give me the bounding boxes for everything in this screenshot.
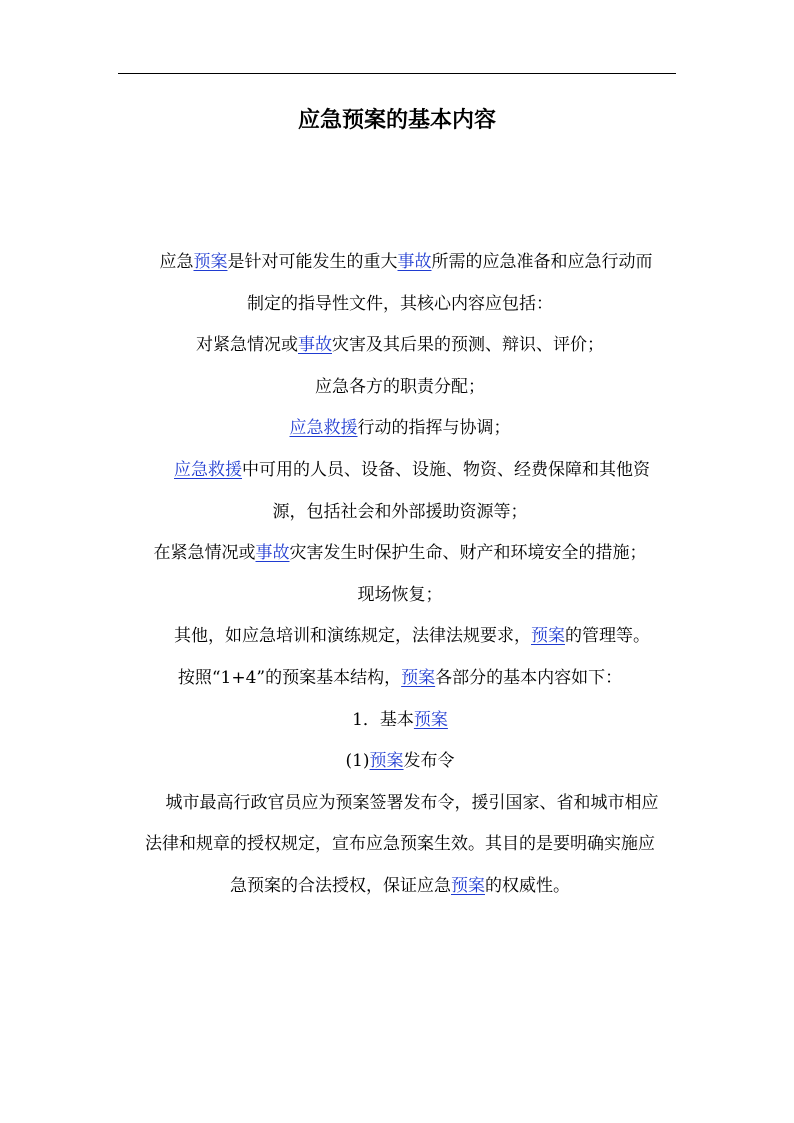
link-yuan-an[interactable]: 预案 [531,626,565,647]
document-body [140,242,660,908]
text-segment: 应急各方的职责分配； [315,376,485,397]
paragraph-item-other [140,616,660,658]
text-segment: 在紧急情况或 [153,543,256,564]
text-segment: 对紧急情况或 [196,335,298,356]
link-yuan-an[interactable]: 预案 [451,875,485,896]
header-rule [118,73,676,74]
link-yuan-an[interactable]: 预案 [401,667,436,688]
subsection-heading-release-order [140,741,660,783]
text-segment: 中可用的人员、设备、设施、物资、经费保障和其他资源，包括社会和外部援助资源等； [242,459,650,522]
page-title: 应急预案的基本内容 [297,107,496,133]
paragraph-item-resources [140,450,660,533]
link-yuan-an[interactable]: 预案 [413,709,448,730]
paragraph-item-command [140,408,660,450]
text-segment: 所需的应急准备和应急行动而制定的指导性文件，其核心内容应包括： [247,252,653,314]
section-heading-basic-plan [140,700,660,742]
link-ying-ji-jiu-yuan[interactable]: 应急救援 [174,459,242,480]
text-segment: 1．基本 [352,709,414,730]
link-shi-gu[interactable]: 事故 [255,543,290,564]
text-segment: 各部分的基本内容如下： [435,667,623,688]
text-segment: 现场恢复； [357,584,443,605]
text-segment: 其他，如应急培训和演练规定，法律法规要求， [174,626,531,647]
paragraph-structure-intro [140,658,660,700]
text-segment: 应急 [159,252,194,272]
text-segment: 灾害及其后果的预测、辩识、评价； [332,335,604,356]
link-yuan-an[interactable]: 预案 [193,252,228,272]
text-segment: 发布令 [403,751,455,772]
paragraph-item-prediction [140,325,660,367]
link-ying-ji-jiu-yuan[interactable]: 应急救援 [289,418,358,439]
link-yuan-an[interactable]: 预案 [369,751,404,772]
text-segment: 行动的指挥与协调； [357,418,511,439]
text-segment: 城市最高行政官员应为预案签署发布令，援引国家、省和城市相应法律和规章的授权规定，宣布应急预案生效。其目的是要明确实施应急预案的合法授权，保证应急 [145,792,659,896]
link-shi-gu[interactable]: 事故 [397,252,432,272]
paragraph-item-protection [140,533,660,575]
paragraph-item-recovery [140,575,660,617]
paragraph-definition [140,242,660,325]
paragraph-release-order-body [140,783,660,908]
text-segment: 的权威性。 [485,875,570,896]
paragraph-item-responsibility [140,367,660,409]
text-segment: 灾害发生时保护生命、财产和环境安全的措施； [289,543,647,564]
text-segment: 是针对可能发生的重大 [227,252,398,272]
link-shi-gu[interactable]: 事故 [298,335,332,356]
text-segment: (1) [345,751,370,772]
text-segment: 的管理等。 [565,626,650,647]
text-segment: 按照“1+4”的预案基本结构， [177,667,402,688]
